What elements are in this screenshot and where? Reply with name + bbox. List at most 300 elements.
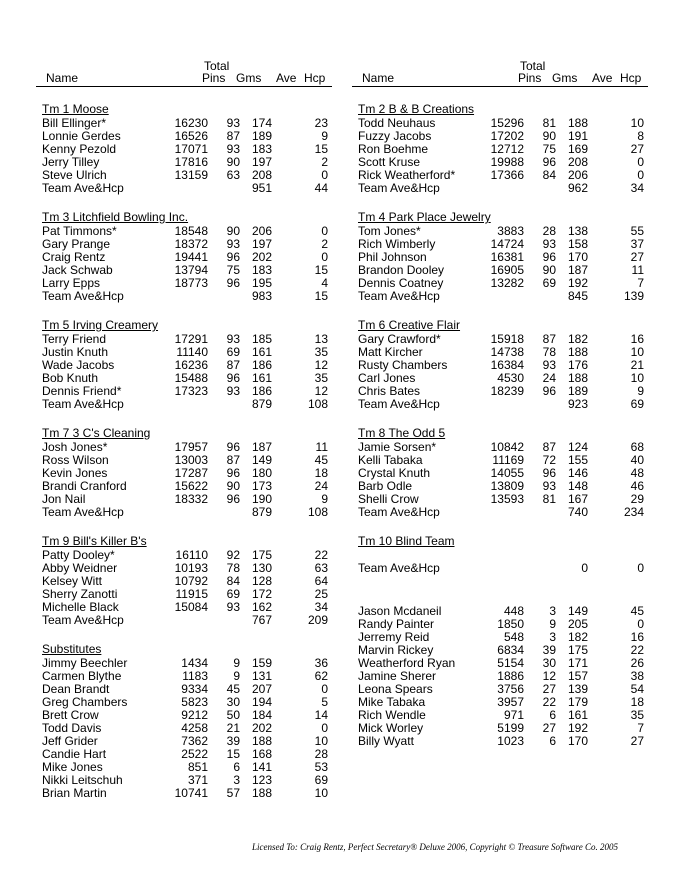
average: 206 — [251, 224, 272, 238]
average: 124 — [567, 440, 588, 454]
average: 983 — [251, 289, 272, 303]
handicap: 68 — [630, 440, 644, 454]
total-pins: 3883 — [497, 224, 524, 238]
right-column — [358, 60, 648, 748]
team-block — [358, 211, 648, 303]
bowler-name: Shelli Crow — [358, 492, 419, 506]
handicap: 48 — [630, 466, 644, 480]
license-footer: Licensed To: Craig Rentz, Perfect Secretary® Deluxe 2006, Copyright © Treasure Software Co. 2005 — [252, 842, 618, 852]
average: 185 — [251, 332, 272, 346]
average: 206 — [567, 168, 588, 182]
handicap: 7 — [637, 276, 644, 290]
average: 184 — [251, 708, 272, 722]
bowler-name: Team Ave&Hcp — [42, 397, 124, 411]
total-pins: 11140 — [176, 345, 208, 359]
average: 191 — [567, 129, 588, 143]
handicap: 63 — [314, 561, 328, 575]
average: 157 — [567, 669, 588, 683]
average: 155 — [567, 453, 588, 467]
games: 96 — [226, 371, 240, 385]
games: 30 — [226, 695, 240, 709]
average: 845 — [567, 289, 588, 303]
games: 90 — [226, 155, 240, 169]
total-pins: 10741 — [174, 786, 208, 800]
average: 182 — [567, 630, 588, 644]
games: 93 — [226, 384, 240, 398]
total-pins: 13593 — [490, 492, 524, 506]
total-pins: 18548 — [174, 224, 208, 238]
handicap: 29 — [630, 492, 644, 506]
games: 75 — [226, 263, 240, 277]
handicap: 2 — [321, 237, 328, 251]
team-title: Tm 1 Moose — [42, 102, 109, 116]
bowler-name: Brian Martin — [42, 786, 107, 800]
bowler-name: Rusty Chambers — [358, 358, 448, 372]
average: 123 — [251, 773, 272, 787]
handicap: 24 — [314, 479, 328, 493]
team-average-row — [358, 506, 648, 519]
total-pins: 4258 — [181, 721, 208, 735]
handicap: 16 — [630, 332, 644, 346]
bowler-name: Rick Weatherford* — [358, 168, 456, 182]
handicap: 18 — [314, 466, 328, 480]
total-pins: 13809 — [490, 479, 524, 493]
bowler-name: Ron Boehme — [358, 142, 429, 156]
games: 6 — [549, 708, 556, 722]
average: 174 — [251, 116, 272, 130]
header-gms: Gms — [236, 71, 262, 85]
handicap: 62 — [314, 669, 328, 683]
handicap: 9 — [321, 492, 328, 506]
average: 189 — [251, 129, 272, 143]
total-pins: 3957 — [497, 695, 524, 709]
average: 767 — [251, 613, 272, 627]
header-name: Name — [362, 71, 395, 85]
total-pins: 10842 — [490, 440, 524, 454]
average: 171 — [567, 656, 588, 670]
team-title: Tm 4 Park Place Jewelry — [358, 210, 491, 224]
games: 22 — [542, 695, 556, 709]
handicap: 69 — [630, 397, 644, 411]
games: 90 — [542, 129, 556, 143]
team-block — [42, 643, 332, 800]
handicap: 69 — [314, 773, 328, 787]
bowler-name: Jack Schwab — [42, 263, 113, 277]
games: 87 — [226, 453, 240, 467]
header-total: Total — [204, 59, 230, 73]
header-hcp: Hcp — [620, 71, 642, 85]
average: 148 — [567, 479, 588, 493]
average: 158 — [567, 237, 588, 251]
handicap: 21 — [630, 358, 644, 372]
bowler-name: Ross Wilson — [42, 453, 109, 467]
average: 879 — [251, 397, 272, 411]
total-pins: 1886 — [497, 669, 524, 683]
average: 146 — [567, 466, 588, 480]
bowler-name: Team Ave&Hcp — [42, 613, 124, 627]
games: 72 — [542, 453, 556, 467]
games: 93 — [542, 479, 556, 493]
handicap: 64 — [314, 574, 328, 588]
average: 167 — [567, 492, 588, 506]
games: 45 — [226, 682, 240, 696]
bowler-name: Jamine Sherer — [358, 669, 437, 683]
handicap: 26 — [630, 656, 644, 670]
total-pins: 11169 — [492, 453, 524, 467]
total-pins: 19441 — [174, 250, 208, 264]
total-pins: 18239 — [490, 384, 524, 398]
handicap: 45 — [314, 453, 328, 467]
total-pins: 18372 — [174, 237, 208, 251]
total-pins: 16381 — [490, 250, 524, 264]
games: 81 — [542, 116, 556, 130]
total-pins: 15084 — [174, 600, 208, 614]
handicap: 234 — [623, 505, 644, 519]
total-pins: 7362 — [181, 734, 208, 748]
total-pins: 11915 — [175, 587, 208, 601]
team-title: Tm 5 Irving Creamery — [42, 318, 159, 332]
bowler-name: Crystal Knuth — [358, 466, 431, 480]
average: 173 — [251, 479, 272, 493]
header-hcp: Hcp — [304, 71, 326, 85]
total-pins: 18332 — [174, 492, 208, 506]
games: 84 — [542, 168, 556, 182]
team-block — [42, 427, 332, 519]
bowler-name: Chris Bates — [358, 384, 421, 398]
bowler-name: Brandon Dooley — [358, 263, 445, 277]
total-pins: 16905 — [490, 263, 524, 277]
average: 190 — [251, 492, 272, 506]
bowler-name: Carl Jones — [358, 371, 416, 385]
total-pins: 15488 — [174, 371, 208, 385]
bowler-name: Team Ave&Hcp — [42, 289, 124, 303]
bowler-name: Team Ave&Hcp — [42, 181, 124, 195]
handicap: 35 — [630, 708, 644, 722]
total-pins: 14724 — [490, 237, 524, 251]
bowler-name: Wade Jacobs — [42, 358, 115, 372]
games: 87 — [542, 440, 556, 454]
handicap: 209 — [307, 613, 328, 627]
handicap: 5 — [321, 695, 328, 709]
average: 207 — [251, 682, 272, 696]
average: 195 — [251, 276, 272, 290]
bowler-name: Bill Ellinger* — [42, 116, 107, 130]
handicap: 2 — [321, 155, 328, 169]
games: 6 — [549, 734, 556, 748]
average: 0 — [581, 561, 588, 575]
games: 90 — [226, 479, 240, 493]
games: 96 — [226, 466, 240, 480]
bowler-name: Josh Jones* — [42, 440, 108, 454]
team-average-row — [358, 562, 648, 575]
games: 12 — [542, 669, 556, 683]
total-pins: 15296 — [490, 116, 524, 130]
games: 96 — [226, 276, 240, 290]
total-pins: 17071 — [174, 142, 208, 156]
handicap: 12 — [314, 358, 328, 372]
total-pins: 17366 — [490, 168, 524, 182]
total-pins: 2522 — [181, 747, 208, 761]
average: 208 — [251, 168, 272, 182]
bowler-row — [358, 735, 648, 748]
total-pins: 5154 — [497, 656, 524, 670]
handicap: 14 — [314, 708, 328, 722]
total-pins: 18773 — [174, 276, 208, 290]
column-header — [36, 60, 332, 87]
games: 39 — [226, 734, 240, 748]
handicap: 10 — [314, 786, 328, 800]
total-pins: 17291 — [174, 332, 208, 346]
bowler-name: Dennis Coatney — [358, 276, 444, 290]
team-block — [358, 591, 648, 748]
games: 3 — [549, 630, 556, 644]
average: 202 — [251, 250, 272, 264]
bowler-name: Jeff Grider — [42, 734, 98, 748]
left-column — [42, 60, 332, 800]
total-pins: 13282 — [490, 276, 524, 290]
team-title: Tm 10 Blind Team — [358, 534, 455, 548]
handicap: 0 — [637, 617, 644, 631]
handicap: 45 — [630, 604, 644, 618]
handicap: 11 — [315, 440, 328, 454]
bowler-name: Rich Wimberly — [358, 237, 436, 251]
bowler-name: Dennis Friend* — [42, 384, 122, 398]
team-title: Tm 7 3 C's Cleaning — [42, 426, 151, 440]
total-pins: 971 — [503, 708, 524, 722]
games: 93 — [226, 116, 240, 130]
bowler-name: Team Ave&Hcp — [358, 561, 440, 575]
games: 39 — [542, 643, 556, 657]
average: 180 — [251, 466, 272, 480]
games: 96 — [542, 155, 556, 169]
average: 188 — [567, 345, 588, 359]
team-average-row — [42, 182, 332, 195]
average: 138 — [567, 224, 588, 238]
handicap: 0 — [321, 168, 328, 182]
bowler-name: Sherry Zanotti — [42, 587, 118, 601]
total-pins: 1850 — [497, 617, 524, 631]
header-pins: Pins — [518, 71, 542, 85]
games: 3 — [233, 773, 240, 787]
games: 96 — [542, 466, 556, 480]
average: 128 — [251, 574, 272, 588]
bowler-name: Steve Ulrich — [42, 168, 107, 182]
handicap: 10 — [630, 371, 644, 385]
team-average-row — [358, 290, 648, 303]
games: 96 — [226, 250, 240, 264]
handicap: 0 — [321, 224, 328, 238]
games: 96 — [542, 384, 556, 398]
average: 192 — [567, 721, 588, 735]
handicap: 35 — [314, 371, 328, 385]
average: 168 — [251, 747, 272, 761]
total-pins: 5823 — [181, 695, 208, 709]
handicap: 34 — [630, 181, 644, 195]
bowler-name: Todd Neuhaus — [358, 116, 436, 130]
handicap: 10 — [630, 345, 644, 359]
team-block — [42, 211, 332, 303]
games: 27 — [542, 682, 556, 696]
team-average-row — [42, 506, 332, 519]
games: 87 — [542, 332, 556, 346]
handicap: 7 — [637, 721, 644, 735]
handicap: 108 — [307, 397, 328, 411]
average: 189 — [567, 384, 588, 398]
bowler-name: Kelsey Witt — [42, 574, 103, 588]
handicap: 13 — [314, 332, 328, 346]
total-pins: 13159 — [174, 168, 208, 182]
bowler-name: Craig Rentz — [42, 250, 106, 264]
total-pins: 10792 — [174, 574, 208, 588]
total-pins: 16526 — [174, 129, 208, 143]
bowler-name: Todd Davis — [42, 721, 102, 735]
total-pins: 12712 — [490, 142, 524, 156]
average: 170 — [567, 734, 588, 748]
bowler-name: Mick Worley — [358, 721, 424, 735]
handicap: 15 — [314, 263, 328, 277]
games: 81 — [542, 492, 556, 506]
handicap: 108 — [307, 505, 328, 519]
total-pins: 1434 — [181, 656, 208, 670]
bowler-name: Matt Kircher — [358, 345, 423, 359]
handicap: 22 — [630, 643, 644, 657]
average: 197 — [251, 237, 272, 251]
bowler-name: Scott Kruse — [358, 155, 421, 169]
average: 197 — [251, 155, 272, 169]
handicap: 46 — [630, 479, 644, 493]
team-block — [42, 103, 332, 195]
total-pins: 5199 — [497, 721, 524, 735]
total-pins: 1183 — [182, 669, 208, 683]
handicap: 55 — [630, 224, 644, 238]
handicap: 0 — [637, 561, 644, 575]
average: 159 — [251, 656, 272, 670]
average: 183 — [251, 263, 272, 277]
average: 139 — [567, 682, 588, 696]
team-title: Tm 9 Bill's Killer B's — [42, 534, 147, 548]
average: 188 — [567, 371, 588, 385]
total-pins: 19988 — [490, 155, 524, 169]
games: 96 — [226, 492, 240, 506]
total-pins: 15918 — [490, 332, 524, 346]
games: 15 — [226, 747, 240, 761]
average: 962 — [567, 181, 588, 195]
handicap: 4 — [321, 276, 328, 290]
average: 175 — [251, 548, 272, 562]
team-title: Tm 8 The Odd 5 — [358, 426, 446, 440]
bowler-name: Team Ave&Hcp — [42, 505, 124, 519]
average: 149 — [567, 604, 588, 618]
total-pins: 16110 — [175, 548, 208, 562]
total-pins: 371 — [187, 773, 208, 787]
average: 188 — [251, 734, 272, 748]
bowler-name: Justin Knuth — [42, 345, 109, 359]
handicap: 10 — [630, 116, 644, 130]
bowler-name: Gary Prange — [42, 237, 111, 251]
bowler-name: Jerry Tilley — [42, 155, 100, 169]
handicap: 0 — [321, 721, 328, 735]
bowler-name: Kelli Tabaka — [358, 453, 423, 467]
bowler-name: Nikki Leitschuh — [42, 773, 123, 787]
header-ave: Ave — [276, 71, 297, 85]
bowler-name: Billy Wyatt — [358, 734, 414, 748]
total-pins: 13003 — [174, 453, 208, 467]
average: 205 — [567, 617, 588, 631]
bowler-name: Jamie Sorsen* — [358, 440, 437, 454]
games: 75 — [542, 142, 556, 156]
average: 161 — [251, 371, 272, 385]
bowler-name: Jimmy Beechler — [42, 656, 128, 670]
bowler-name: Team Ave&Hcp — [358, 397, 440, 411]
average: 194 — [251, 695, 272, 709]
average: 176 — [567, 358, 588, 372]
handicap: 0 — [637, 155, 644, 169]
bowler-name: Gary Crawford* — [358, 332, 441, 346]
average: 186 — [251, 384, 272, 398]
bowler-name: Kevin Jones — [42, 466, 108, 480]
bowler-name: Bob Knuth — [42, 371, 99, 385]
total-pins: 17957 — [174, 440, 208, 454]
average: 131 — [251, 669, 272, 683]
header-total: Total — [520, 59, 546, 73]
handicap: 10 — [314, 734, 328, 748]
handicap: 22 — [314, 548, 328, 562]
games: 3 — [549, 604, 556, 618]
handicap: 38 — [630, 669, 644, 683]
handicap: 0 — [321, 682, 328, 696]
header-name: Name — [46, 71, 79, 85]
bowler-name: Fuzzy Jacobs — [358, 129, 432, 143]
average: 188 — [567, 116, 588, 130]
games: 69 — [226, 587, 240, 601]
bowler-row — [42, 787, 332, 800]
team-title: Tm 6 Creative Flair — [358, 318, 461, 332]
games: 92 — [226, 548, 240, 562]
handicap: 53 — [314, 760, 328, 774]
average: 172 — [251, 587, 272, 601]
total-pins: 13794 — [174, 263, 208, 277]
games: 69 — [542, 276, 556, 290]
handicap: 23 — [314, 116, 328, 130]
average: 169 — [567, 142, 588, 156]
total-pins: 9212 — [181, 708, 208, 722]
games: 6 — [233, 760, 240, 774]
games: 96 — [226, 440, 240, 454]
games: 90 — [226, 224, 240, 238]
games: 78 — [226, 561, 240, 575]
handicap: 37 — [630, 237, 644, 251]
games: 87 — [226, 358, 240, 372]
team-title: Tm 2 B & B Creations — [358, 102, 475, 116]
bowler-name: Candie Hart — [42, 747, 107, 761]
games: 9 — [233, 669, 240, 683]
bowler-name: Mike Tabaka — [358, 695, 426, 709]
column-header — [352, 60, 648, 87]
bowler-name: Kenny Pezold — [42, 142, 117, 156]
total-pins: 14738 — [490, 345, 524, 359]
average: 161 — [251, 345, 272, 359]
bowler-name: Michelle Black — [42, 600, 119, 614]
average: 192 — [567, 276, 588, 290]
bowler-name: Jason Mcdaneil — [358, 604, 442, 618]
games: 69 — [226, 345, 240, 359]
average: 182 — [567, 332, 588, 346]
handicap: 16 — [630, 630, 644, 644]
handicap: 27 — [630, 250, 644, 264]
header-gms: Gms — [552, 71, 578, 85]
team-block — [42, 535, 332, 627]
handicap: 139 — [623, 289, 644, 303]
